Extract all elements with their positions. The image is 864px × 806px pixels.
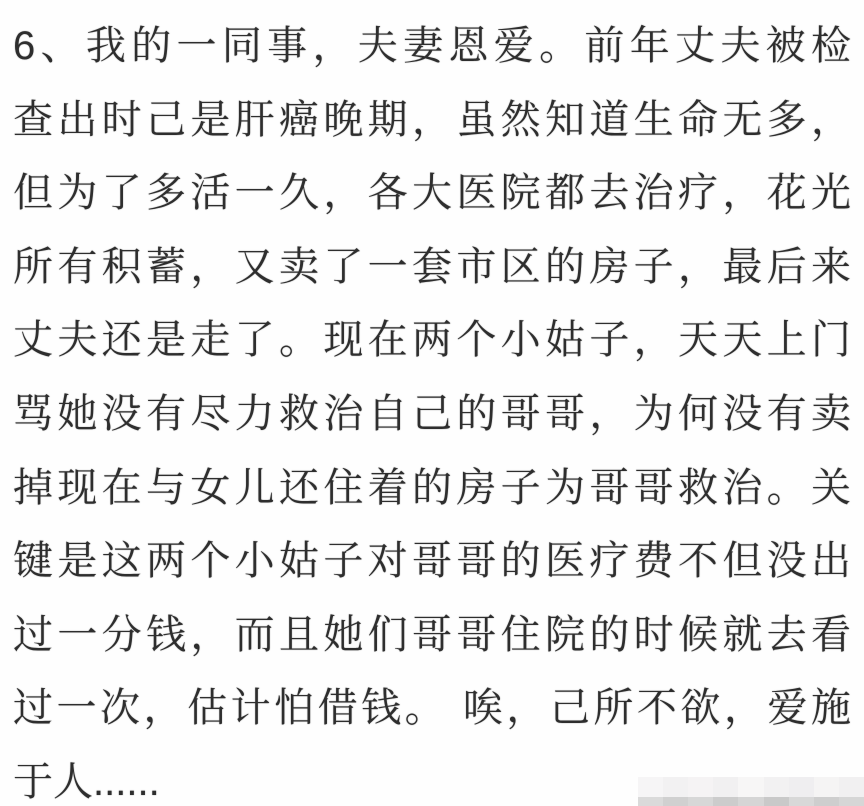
mosaic-block — [638, 777, 663, 797]
mosaic-block — [839, 777, 864, 797]
text-line-3: 但为了多活一久，各大医院都去治疗，花光 — [13, 171, 851, 216]
text-line-11: 于人...... — [13, 759, 160, 804]
mosaic-block — [663, 777, 688, 797]
mosaic-block — [814, 777, 839, 797]
mosaic-block — [638, 797, 663, 806]
mosaic-block — [789, 797, 814, 806]
mosaic-block — [839, 797, 864, 806]
mosaic-block — [688, 777, 713, 797]
mosaic-watermark-top-row — [638, 777, 864, 797]
text-line-8: 键是这两个小姑子对哥哥的医疗费不但没出 — [13, 539, 851, 584]
mosaic-watermark — [638, 777, 864, 806]
mosaic-block — [789, 777, 814, 797]
text-line-4: 所有积蓄，又卖了一套市区的房子，最后来 — [13, 244, 851, 289]
mosaic-block — [738, 797, 763, 806]
mosaic-block — [713, 777, 738, 797]
mosaic-block — [738, 777, 763, 797]
mosaic-block — [713, 797, 738, 806]
text-line-9: 过一分钱，而且她们哥哥住院的时候就去看 — [13, 612, 851, 657]
mosaic-block — [688, 797, 713, 806]
mosaic-watermark-bottom-strip — [638, 797, 864, 806]
story-paragraph — [13, 10, 851, 806]
text-line-7: 掉现在与女儿还住着的房子为哥哥救治。关 — [13, 465, 851, 510]
text-line-5: 丈夫还是走了。现在两个小姑子，天天上门 — [13, 318, 851, 363]
mosaic-block — [764, 777, 789, 797]
text-line-2: 查出时己是肝癌晚期，虽然知道生命无多， — [13, 97, 851, 142]
text-line-1: 6、我的一同事，夫妻恩爱。前年丈夫被检 — [13, 24, 851, 68]
mosaic-block — [663, 797, 688, 806]
text-line-6: 骂她没有尽力救治自己的哥哥，为何没有卖 — [13, 391, 851, 436]
text-line-10: 过一次，估计怕借钱。 唉，己所不欲，爱施 — [13, 686, 851, 731]
mosaic-block — [764, 797, 789, 806]
mosaic-block — [814, 797, 839, 806]
